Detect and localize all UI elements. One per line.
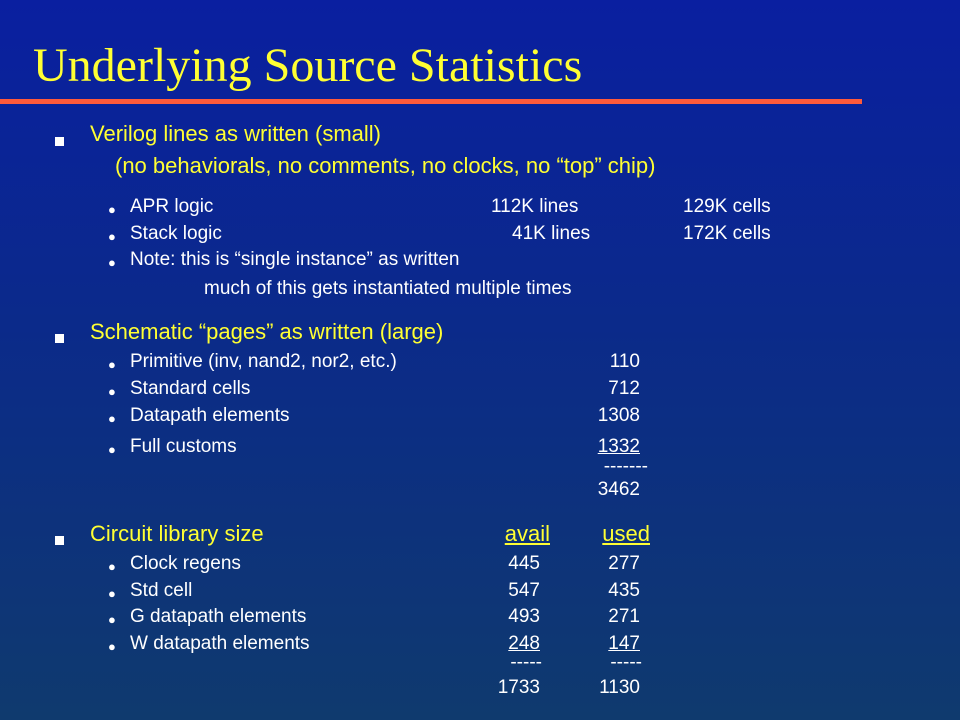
- primitive-value: 110: [609, 351, 640, 372]
- g-datapath-label: G datapath elements: [130, 606, 307, 627]
- section3-heading: Circuit library size: [90, 521, 264, 546]
- col-used-header: used: [602, 521, 650, 546]
- bullet-dot-icon: ●: [108, 229, 116, 244]
- section3-used-separator: -----: [610, 652, 642, 673]
- section1-subheading: (no behaviorals, no comments, no clocks, no “top” chip): [115, 153, 656, 178]
- g-datapath-used: 271: [608, 606, 640, 627]
- datapath-elements-value: 1308: [597, 405, 640, 426]
- note-continuation: much of this gets instantiated multiple times: [204, 278, 572, 299]
- bullet-dot-icon: ●: [108, 202, 116, 217]
- bullet-dot-icon: ●: [108, 586, 116, 601]
- apr-logic-lines: 112K lines: [491, 196, 579, 217]
- clock-regens-avail: 445: [508, 553, 540, 574]
- clock-regens-label: Clock regens: [130, 553, 241, 574]
- std-cell-used: 435: [608, 580, 640, 601]
- apr-logic-label: APR logic: [130, 196, 214, 217]
- bullet-dot-icon: ●: [108, 559, 116, 574]
- full-customs-value: 1332: [597, 436, 640, 457]
- note-text: Note: this is “single instance” as written: [130, 249, 460, 270]
- total-avail: 1733: [497, 677, 540, 698]
- standard-cells-value: 712: [608, 378, 640, 399]
- bullet-dot-icon: ●: [108, 255, 116, 270]
- bullet-dot-icon: ●: [108, 612, 116, 627]
- section2-separator: -------: [603, 456, 648, 477]
- section1-heading: Verilog lines as written (small): [90, 121, 381, 146]
- g-datapath-avail: 493: [508, 606, 540, 627]
- slide-title: Underlying Source Statistics: [33, 39, 583, 92]
- datapath-elements-label: Datapath elements: [130, 405, 290, 426]
- apr-logic-cells: 129K cells: [683, 196, 771, 217]
- title-underline: [0, 99, 862, 104]
- col-avail-header: avail: [504, 521, 550, 546]
- stack-logic-lines: 41K lines: [512, 223, 591, 244]
- full-customs-label: Full customs: [130, 436, 237, 457]
- bullet-dot-icon: ●: [108, 411, 116, 426]
- section3-avail-separator: -----: [510, 652, 542, 673]
- standard-cells-label: Standard cells: [130, 378, 251, 399]
- w-datapath-avail: 248: [508, 633, 540, 654]
- section2-total: 3462: [597, 479, 640, 500]
- clock-regens-used: 277: [608, 553, 640, 574]
- bullet-dot-icon: ●: [108, 442, 116, 457]
- w-datapath-used: 147: [608, 633, 640, 654]
- stack-logic-cells: 172K cells: [683, 223, 771, 244]
- stack-logic-label: Stack logic: [130, 223, 222, 244]
- std-cell-label: Std cell: [130, 580, 193, 601]
- section-bullet-icon: [55, 137, 64, 146]
- section-bullet-icon: [55, 536, 64, 545]
- std-cell-avail: 547: [508, 580, 540, 601]
- bullet-dot-icon: ●: [108, 357, 116, 372]
- primitive-label: Primitive (inv, nand2, nor2, etc.): [130, 351, 397, 372]
- bullet-dot-icon: ●: [108, 384, 116, 399]
- w-datapath-label: W datapath elements: [130, 633, 310, 654]
- bullet-dot-icon: ●: [108, 639, 116, 654]
- total-used: 1130: [599, 677, 640, 698]
- section2-heading: Schematic “pages” as written (large): [90, 319, 444, 344]
- section-bullet-icon: [55, 334, 64, 343]
